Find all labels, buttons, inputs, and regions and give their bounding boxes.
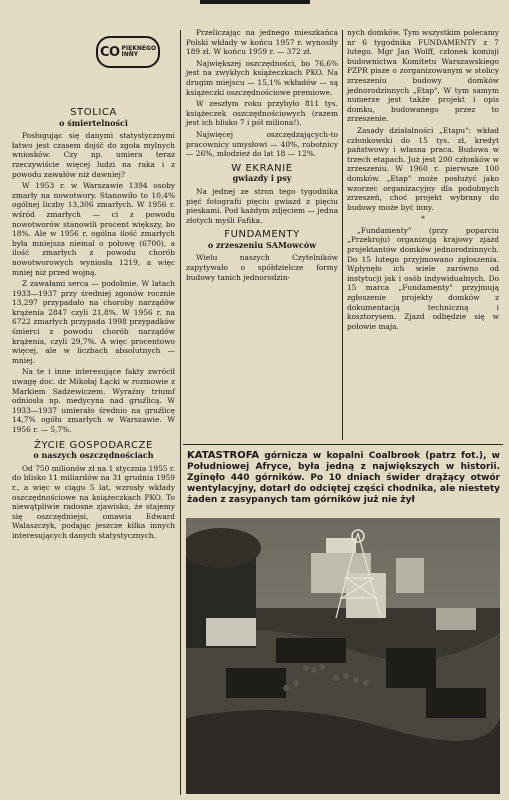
photo-caption <box>187 450 500 506</box>
column-2 <box>186 28 338 284</box>
paragraph: Na te i inne interesujące fakty zwrócił uwagę doc. dr Mikołaj Łącki w rozmowie z Markiem Sadzewiczem. Wyraźny triumf odniosła np. medycyna nad gruźlicą. W 1933—1937 umierało średnio na gruźlicę 14,7% ogółu zmarłych w Warszawie. W 1956 r. — 5,7%. <box>12 367 175 434</box>
paragraph: W zeszłym roku przybyło 811 tys. książeczek oszczędnościowych (razem jest ich blisko 7 i pół miliona!). <box>186 99 338 128</box>
column-logo <box>96 36 160 68</box>
section-subheader-smiertelnosc: o śmiertelności <box>59 117 128 128</box>
paragraph: Z zawałami serca — podobnie. W latach 1933—1937 przy średniej zgonów rocznie 13,297 przypadało na choroby narządów krążenia 2847 czyli 21,8%. W 1956 r. na 6722 zmarłych przypada 1998 przypadków śmierci z powodu chorób narządów krążenia, czyli 29,7%. A więc procentowo więcej, ale w liczbach absolutnych — mniej. <box>12 279 175 365</box>
paragraph: Od 750 milionów zł na 1 stycznia 1955 r. do blisko 11 miliardów na 31 grudnia 1959 r., a więc w ciągu 5 lat, wzrosły wkłady oszczędnościowe na książeczkach PKO. To niewątpliwie radosne zjawisko, że stajemy się oszczędniejsi, omawia Edward Walaszczyk, podając jeszcze kilka innych interesujących danych statystycznych. <box>12 463 175 540</box>
mine-photo <box>186 518 500 794</box>
paragraph: W 1953 r. w Warszawie 1394 osoby zmarły na nowotwory. Stanowiło to 10,4% ogólnej liczby 13,306 zmarłych. W 1956 r. wśród zmarłych — ci z powodu nowotworów stanowili procent większy, bo 18%. Ale w 1956 r. ogólna ilość zmarłych była mniejsza niemal o połowę (6700), a ilość zmarłych z powodu chorób nowotworowych wyniosła 1219, a więc mniej niż przed wojną. <box>12 181 175 277</box>
column-1 <box>12 104 175 543</box>
paragraph: Na jednej ze stron tego tygodnika pięć fotografii pięciu gwiazd z pięciu pieskami. Pod każdym zdjęciem — jedna złotych myśli Fafika. <box>186 186 338 225</box>
paragraph: „Fundamenty" (przy poparciu „Przekroju) organizują krajowy zjazd projektantów domków jednorodzinnych. Do 15 lutego przyjmowano zgłoszenia. Wpłynęło ich wiele zarówno od instytucji jak i osób indywidualnych. Do 15 marca „Fundamenty" przyjmują zgłoszenie projekty domków z dokumentacją techniczną i kosztorysem. Zjazd odbędzie się w połowie maja. <box>347 225 499 331</box>
paragraph: nych domków. Tym wszystkim polecamy nr 6 tygodnika FUNDAMENTY z 7 lutego. Mgr Jan Wolff, członek komisji budownictwa Komitetu Warszawskiego PZPR pisze o zorganizowanym w stolicy zrzeszeniu budowy domków jednorodzinnych „Etap". W tym samym numerze jest także projekt i opis domku, budowanego przez to zrzeszenie. <box>347 28 499 124</box>
section-subheader-gwiazdy: gwiazdy i psy <box>232 173 292 184</box>
column-divider <box>180 30 181 795</box>
separator-star: * <box>421 214 425 224</box>
paragraph: Posługując się danymi statystycznymi łatwo jest czasem dojść do zgoła mylnych wniosków. Czy np. umiera teraz rzeczywiście więcej ludzi na raka i z powodu zawałów niż dawniej? <box>12 131 175 179</box>
caption-lead: KATASTROFA <box>187 450 260 461</box>
paragraph: Największej oszczędności, bo 76,6% jest na zwykłych książeczkach PKO. Na drugim miejscu — 15,1% wkładów — są książeczki oszczędnościowe premiowe. <box>186 58 338 97</box>
paragraph: Wielu naszych Czytelników zapytywało o spółdzielcze formy budowy tanich jednorodzin- <box>186 253 338 282</box>
logo-small-line2: INNY <box>121 51 139 58</box>
section-header-w-ekranie: W EKRANIE <box>231 162 293 174</box>
top-bar <box>200 0 310 4</box>
section-header-stolica: STOLICA <box>70 107 117 118</box>
paragraph: Najwięcej oszczędzających-to pracownicy umysłowi — 40%, robotnicy — 26%, młodzież do lat 18 — 12%. <box>186 129 338 159</box>
column-divider <box>342 30 343 440</box>
caption-text: górnicza w kopalni Coalbrook (patrz fot.), w Południowej Afryce, była jedną z największych w historii. Zginęło 440 górników. Po 10 dniach świder drążący otwór wentylacyjny, dotarł do odciętej części chodnika, ale niestety żaden z zasypanych tam górników już nie żył <box>187 451 500 505</box>
logo-big-text: CO <box>99 44 120 60</box>
column-3 <box>347 28 499 333</box>
section-subheader-oszczednosci: o naszych oszczędnościach <box>33 450 154 461</box>
paragraph: Zasady działalności „Etapu": wkład członkowski do 15 tys. zł, kredyt państwowy i własna praca. Budowa w trzech etapach. Już jest 200 członków w zrzeszeniu. W 1960 r. pierwsze 100 domków. „Etap" może posłużyć jako wzorzec organizacyjny dla podobnych zrzeszeń, choć projekt wybrany do budowy może być inny. <box>347 125 499 212</box>
logo-small-text <box>122 46 157 58</box>
logo-small-line1: PIĘKNEGO <box>121 45 157 52</box>
section-header-fundamenty: FUNDAMENTY <box>224 229 300 241</box>
paragraph: Przeliczając na jednego mieszkańca Polski wkłady w końcu 1957 r. wynosiły 189 zł. W końcu 1959 r. — 372 zł. <box>186 28 338 57</box>
photo-box-top-rule <box>183 444 503 445</box>
mine-photo-image <box>186 518 500 794</box>
section-header-zycie-gospodarcze: ŻYCIE GOSPODARCZE <box>34 439 153 451</box>
section-subheader-samowcow: o zrzeszeniu SAMowców <box>207 239 317 250</box>
